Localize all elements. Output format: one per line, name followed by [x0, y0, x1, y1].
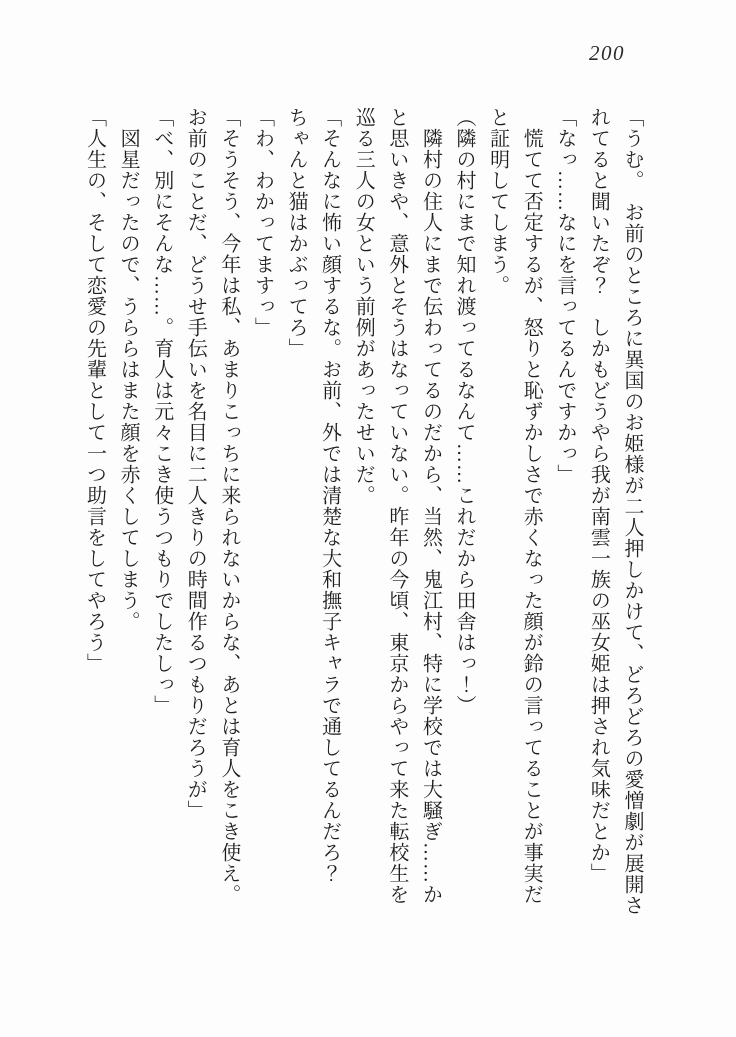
text-line: 慌てて否定するが、怒りと恥ずかしさで赤くなった顔が鈴の言ってることが事実だ [520, 128, 543, 905]
text-line: 巡る三人の女という前例があったせいだ。 [352, 107, 375, 506]
text-line: 「べ、別にそんな……。育人は元々こき使うつもりでしたしっ」 [150, 107, 173, 716]
text-line: （隣の村にまで知れ渡ってるなんて……これだから田舎はっ！） [453, 107, 476, 716]
page-number: 200 [589, 41, 625, 65]
text-line: 「そうそう、今年は私、あまりこっちに来られないからな、あとは育人をこき使え。 [217, 107, 240, 905]
text-line: 「そんなに怖い顔するな。お前、外では清楚な大和撫子キャラで通してるんだろ？ [318, 107, 341, 884]
text-line: 「うむ。 お前のところに異国のお姫様が二人押しかけて、どろどろの愛憎劇が展開さ [621, 107, 643, 916]
text-line: 「なっ……なにを言ってるんですかっ」 [553, 107, 576, 485]
text-line: 図星だったので、うららはまた顔を赤くしてしまう。 [117, 128, 140, 632]
text-line: と思いきや、意外とそうはなっていない。昨年の今頃、東京からやって来た転校生を [385, 107, 408, 905]
text-line: お前のことだ、どうせ手伝いを名目に二人きりの時間作るつもりだろうが」 [184, 107, 207, 821]
text-line: れてると聞いたぞ？ しかもどうやら我が南雲一族の巫女姫は押され気味だとか」 [587, 107, 610, 884]
text-line: 「わ、わかってますっ」 [251, 107, 274, 338]
text-line: 「人生の、そして恋愛の先輩として一つ助言をしてやろう」 [83, 107, 106, 674]
text-line: ちゃんと猫はかぶってろ」 [285, 107, 308, 359]
text-block [77, 107, 648, 935]
text-line: 隣村の住人にまで伝わってるのだから、当然、鬼江村、特に学校では大騒ぎ……か [419, 128, 442, 905]
text-line: と証明してしまう。 [486, 107, 509, 296]
